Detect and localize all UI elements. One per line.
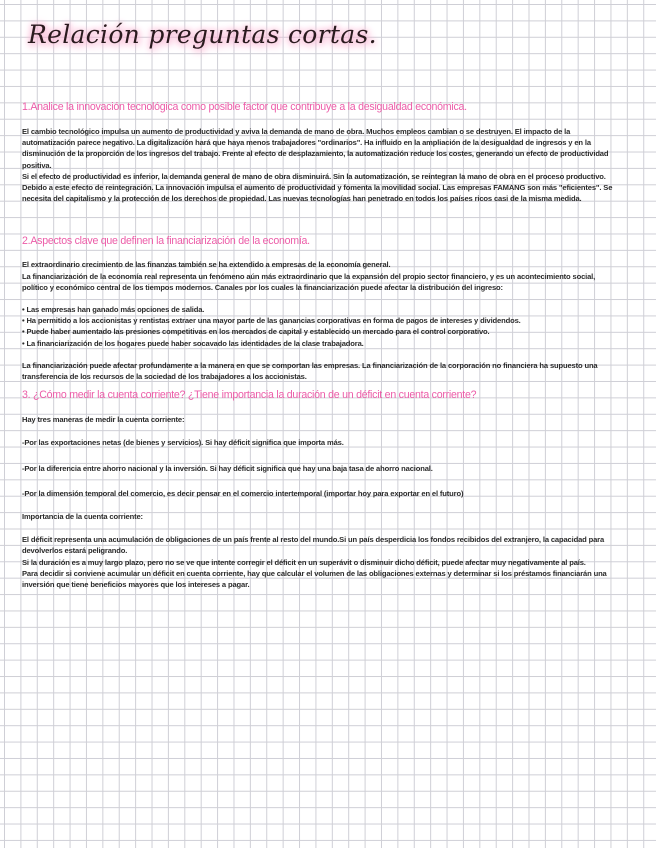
section-2-paragraph: La financiarización de la economía real representa un fenómeno aún más extraordinario que la expansión del propio sector financiero, y es un acontecimiento social, político y económico central de los tiempos modernos. Canales por los cuales la financiarización puede afectar la distribución del ingreso:: [22, 271, 596, 292]
section-2-heading: 2.Aspectos clave que definen la financiarización de la economía.: [22, 235, 310, 248]
section-3-paragraph: El déficit representa una acumulación de obligaciones de un país frente al resto del mundo.Si un país desperdicia los fondos recibidos del extranjero, la capacidad para devolverlos estará peligrando.: [22, 535, 605, 556]
page-title: Relación preguntas cortas.: [28, 20, 377, 49]
section-2-paragraph: El extraordinario crecimiento de las finanzas también se ha extendido a empresas de la economía general.: [22, 260, 391, 270]
measurement-method: -Por la dimensión temporal del comercio, es decir pensar en el comercio intertemporal (importar hoy para exportar en el futuro): [22, 488, 464, 498]
measurement-method: -Por la diferencia entre ahorro nacional y la inversión. Si hay déficit significa que hay una baja tasa de ahorro nacional.: [22, 463, 433, 473]
list-item: • Ha permitido a los accionistas y rentistas extraer una mayor parte de las ganancias corporativas en forma de pagos de intereses y dividendos.: [22, 316, 521, 326]
document-body: [22, 100, 622, 590]
section-1-paragraph: Si el efecto de productividad es inferior, la demanda general de mano de obra disminuirá. Sin la automatización, se reintegran la mano de obra en el proceso productivo. Debido a este efecto de reintegración. La innovación impulsa el aumento de productividad y fomenta la movilidad social. Las empresas FAMANG son más "eficientes". Se necesita del capitalismo y la protección de los derechos de propiedad. Las nuevas tecnologías han penetrado en todos los países ricos casi de la misma medida.: [22, 171, 613, 204]
section-2-closing: La financiarización puede afectar profundamente a la manera en que se comportan las empresas. La financiarización de la corporación no financiera ha supuesto una transferencia de los recursos de la sociedad de los trabajadores a los accionistas.: [22, 360, 598, 382]
section-3-paragraph: Para decidir si conviene acumular un déficit en cuenta corriente, hay que calcular el volumen de las obligaciones externas y determinar si los préstamos financiarán una inversión que tiene beneficios mayores que los intereses a pagar.: [22, 568, 607, 590]
section-1-paragraph: El cambio tecnológico impulsa un aumento de productividad y aviva la demanda de mano de obra. Muchos empleos cambian o se destruyen. El impacto de la automatización parece negativo. La digitalización hará que haya menos trabajadores "ordinarios". Ha influido en la ampliación de la desigualdad de ingresos y en la disminución de la proporción de los ingresos del trabajo. Frente al efecto de desplazamiento, la automatización reduce los costes, generando un efecto de productividad positiva.: [22, 127, 609, 170]
section-3-paragraph: Si la duración es a muy largo plazo, pero no se ve que intente corregir el déficit en un superávit o disminuir dicho déficit, puede afectar muy negativamente al país.: [22, 557, 586, 567]
list-item: • La financiarización de los hogares puede haber socavado las identidades de la clase trabajadora.: [22, 338, 364, 348]
list-item: • Las empresas han ganado más opciones de salida.: [22, 305, 205, 315]
financialization-channels-list: [22, 304, 622, 349]
importance-label: Importancia de la cuenta corriente:: [22, 512, 143, 522]
list-item: • Puede haber aumentado las presiones competitivas en los mercados de capital y establecido un mercado para el control corporativo.: [22, 327, 490, 337]
section-1-heading: 1.Analice la innovación tecnológica como posible factor que contribuye a la desigualdad económica.: [22, 101, 467, 113]
measurement-method: -Por las exportaciones netas (de bienes y servicios). Si hay déficit significa que importa más.: [22, 438, 344, 448]
section-3-intro: Hay tres maneras de medir la cuenta corriente:: [22, 415, 185, 425]
section-3-heading: 3. ¿Cómo medir la cuenta corriente? ¿Tiene importancia la duración de un déficit en cuenta corriente?: [22, 389, 477, 402]
